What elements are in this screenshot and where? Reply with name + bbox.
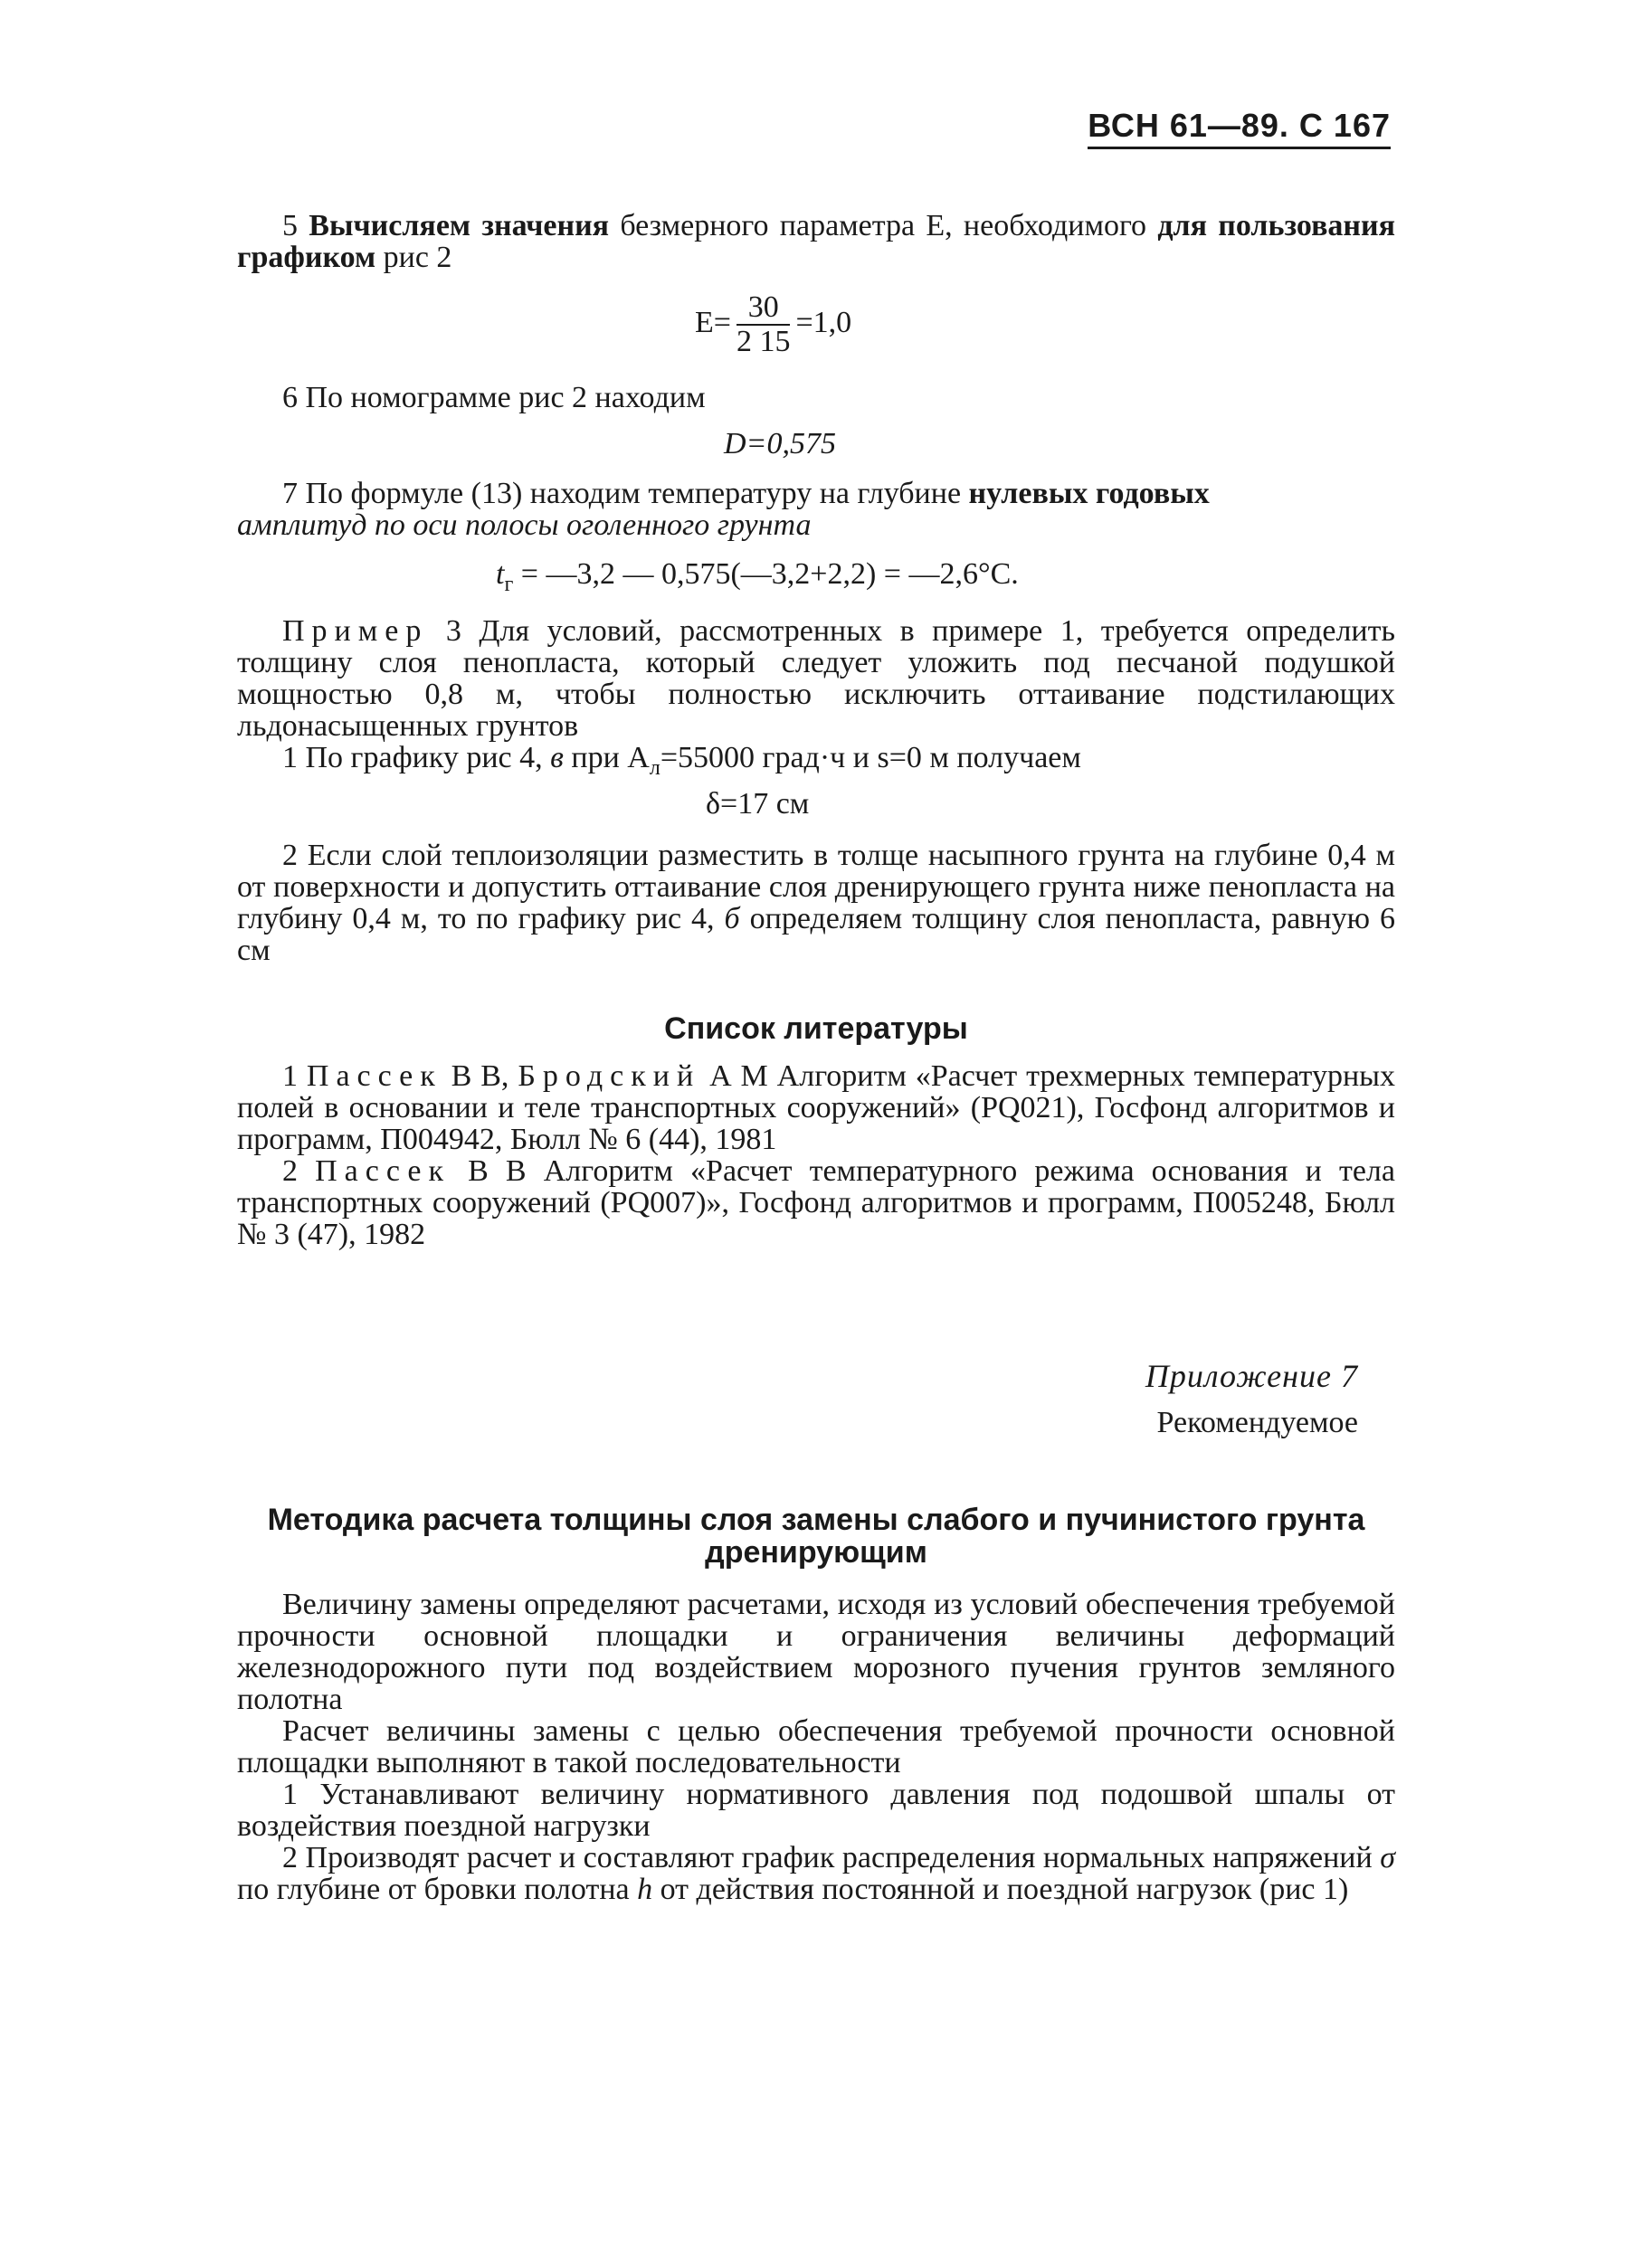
step-5-rest: безмерного параметра E, необходимого bbox=[609, 209, 1158, 242]
step-5-paragraph bbox=[237, 210, 1395, 273]
step-5-end: рис 2 bbox=[375, 241, 452, 274]
example-3-paragraph bbox=[237, 615, 1395, 784]
method-item-2-post: от действия постоянной и поездной нагрузок (рис 1) bbox=[652, 1873, 1349, 1906]
formula-e-rhs: =1,0 bbox=[795, 305, 852, 339]
method-para-2: Расчет величины замены с целью обеспечения требуемой прочности основной площадки выполняют в такой последовательности bbox=[237, 1714, 1395, 1779]
reference-1-num: 1 bbox=[282, 1059, 307, 1093]
method-title-line2: дренирующим bbox=[705, 1535, 927, 1570]
formula-e bbox=[695, 291, 851, 358]
reference-1-mid: В В, bbox=[442, 1059, 518, 1093]
ex3-step1-subscript: л bbox=[649, 755, 660, 780]
step-6-text: 6 По номограмме рис 2 находим bbox=[282, 381, 706, 414]
reference-item bbox=[237, 1155, 1395, 1250]
method-body bbox=[237, 1589, 1395, 1905]
method-item-2-pre: 2 Производят расчет и составляют график распределения нормальных напряжений bbox=[282, 1841, 1381, 1874]
method-title bbox=[237, 1504, 1395, 1569]
method-item-1: 1 Устанавливают величину нормативного давления под подошвой шпалы от воздействия поездной нагрузки bbox=[237, 1778, 1395, 1843]
method-item-2-h: h bbox=[637, 1873, 653, 1906]
example-3-text: 3 Для условий, рассмотренных в примере 1, требуется определить толщину слоя пенопласта, который следует уложить под песчаной подушкой мощностью 0,8 м, чтобы полностью исключить оттаивание подстилающих льдонасыщенных грунтов bbox=[237, 614, 1395, 743]
step-7-bold: нулевых годовых bbox=[968, 477, 1210, 510]
ex3-step1-italic: в bbox=[550, 741, 564, 774]
ex3-step2-paragraph bbox=[237, 840, 1395, 966]
formula-e-numerator: 30 bbox=[736, 291, 791, 326]
step-5-pre: 5 bbox=[282, 209, 309, 242]
formula-e-fraction bbox=[736, 291, 791, 358]
step-5-bold2: для пользования графиком bbox=[237, 209, 1396, 274]
appendix-label: Приложение 7 bbox=[1145, 1358, 1358, 1394]
formula-t bbox=[496, 557, 1019, 597]
ex3-step1-pre: 1 По графику рис 4, bbox=[282, 741, 551, 774]
ex3-step2-post: определяем толщину слоя пенопласта, равную 6 см bbox=[237, 902, 1396, 967]
page-header: ВСН 61—89. С 167 bbox=[1088, 107, 1391, 149]
step-7-paragraph bbox=[237, 478, 1395, 541]
formula-e-lhs: E= bbox=[695, 305, 731, 339]
step-7-line2: амплитуд по оси полосы оголенного грунта bbox=[237, 508, 812, 542]
ex3-step2-pre: 2 Если слой теплоизоляции разместить в толще насыпного грунта на глубине 0,4 м от поверхности и допустить оттаивание слоя дренирующего грунта ниже пенопласта на глубину 0,4 м, то по графику рис 4, bbox=[237, 839, 1395, 935]
step-7-pre: 7 По формуле (13) находим температуру на глубине bbox=[282, 477, 969, 510]
method-para-1: Величину замены определяют расчетами, исходя из условий обеспечения требуемой прочности основной площадки и ограничения величины деформаций железнодорожного пути под воздействием морозного пучения грунтов земляного полотна bbox=[237, 1588, 1395, 1716]
references-title: Список литературы bbox=[664, 1011, 968, 1046]
reference-1-author2: Бродский bbox=[518, 1059, 701, 1093]
references-list bbox=[237, 1060, 1395, 1250]
method-item-2 bbox=[237, 1842, 1395, 1905]
method-item-2-sigma: σ bbox=[1380, 1841, 1395, 1874]
reference-1-author1: Пассек bbox=[306, 1059, 442, 1093]
formula-t-subscript: г bbox=[504, 572, 514, 596]
formula-d: D=0,575 bbox=[724, 427, 836, 460]
ex3-step1-mid: при A bbox=[563, 741, 650, 774]
reference-2-rest: В В Алгоритм «Расчет температурного режима основания и тела транспортных сооружений (PQ007)», Госфонд алгоритмов и программ, П005248, Бюлл № 3 (47), 1982 bbox=[237, 1154, 1395, 1251]
reference-item bbox=[237, 1060, 1395, 1155]
example-3-label: Пример bbox=[282, 614, 429, 648]
step-5-bold: Вычисляем значения bbox=[309, 209, 610, 242]
reference-2-author1: Пассек bbox=[315, 1154, 451, 1188]
reference-1-rest: А М Алгоритм «Расчет трехмерных температурных полей в основании и теле транспортных сооружений» (PQ021), Госфонд алгоритмов и программ, П004942, Бюлл № 6 (44), 1981 bbox=[237, 1059, 1396, 1156]
formula-delta: δ=17 см bbox=[706, 787, 810, 821]
method-item-2-mid: по глубине от бровки полотна bbox=[237, 1873, 638, 1906]
formula-t-symbol: t bbox=[496, 557, 505, 591]
appendix-type: Рекомендуемое bbox=[1156, 1406, 1358, 1439]
ex3-step1-post: =55000 град·ч и s=0 м получаем bbox=[660, 741, 1081, 774]
formula-t-expression: = —3,2 — 0,575(—3,2+2,2) = —2,6°C. bbox=[513, 557, 1019, 591]
step-6-paragraph bbox=[237, 382, 1395, 413]
ex3-step2-italic: б bbox=[724, 902, 740, 935]
reference-2-num: 2 bbox=[282, 1154, 316, 1188]
formula-e-denominator: 2 15 bbox=[736, 325, 791, 358]
method-title-line1: Методика расчета толщины слоя замены слабого и пучинистого грунта bbox=[267, 1503, 1365, 1537]
